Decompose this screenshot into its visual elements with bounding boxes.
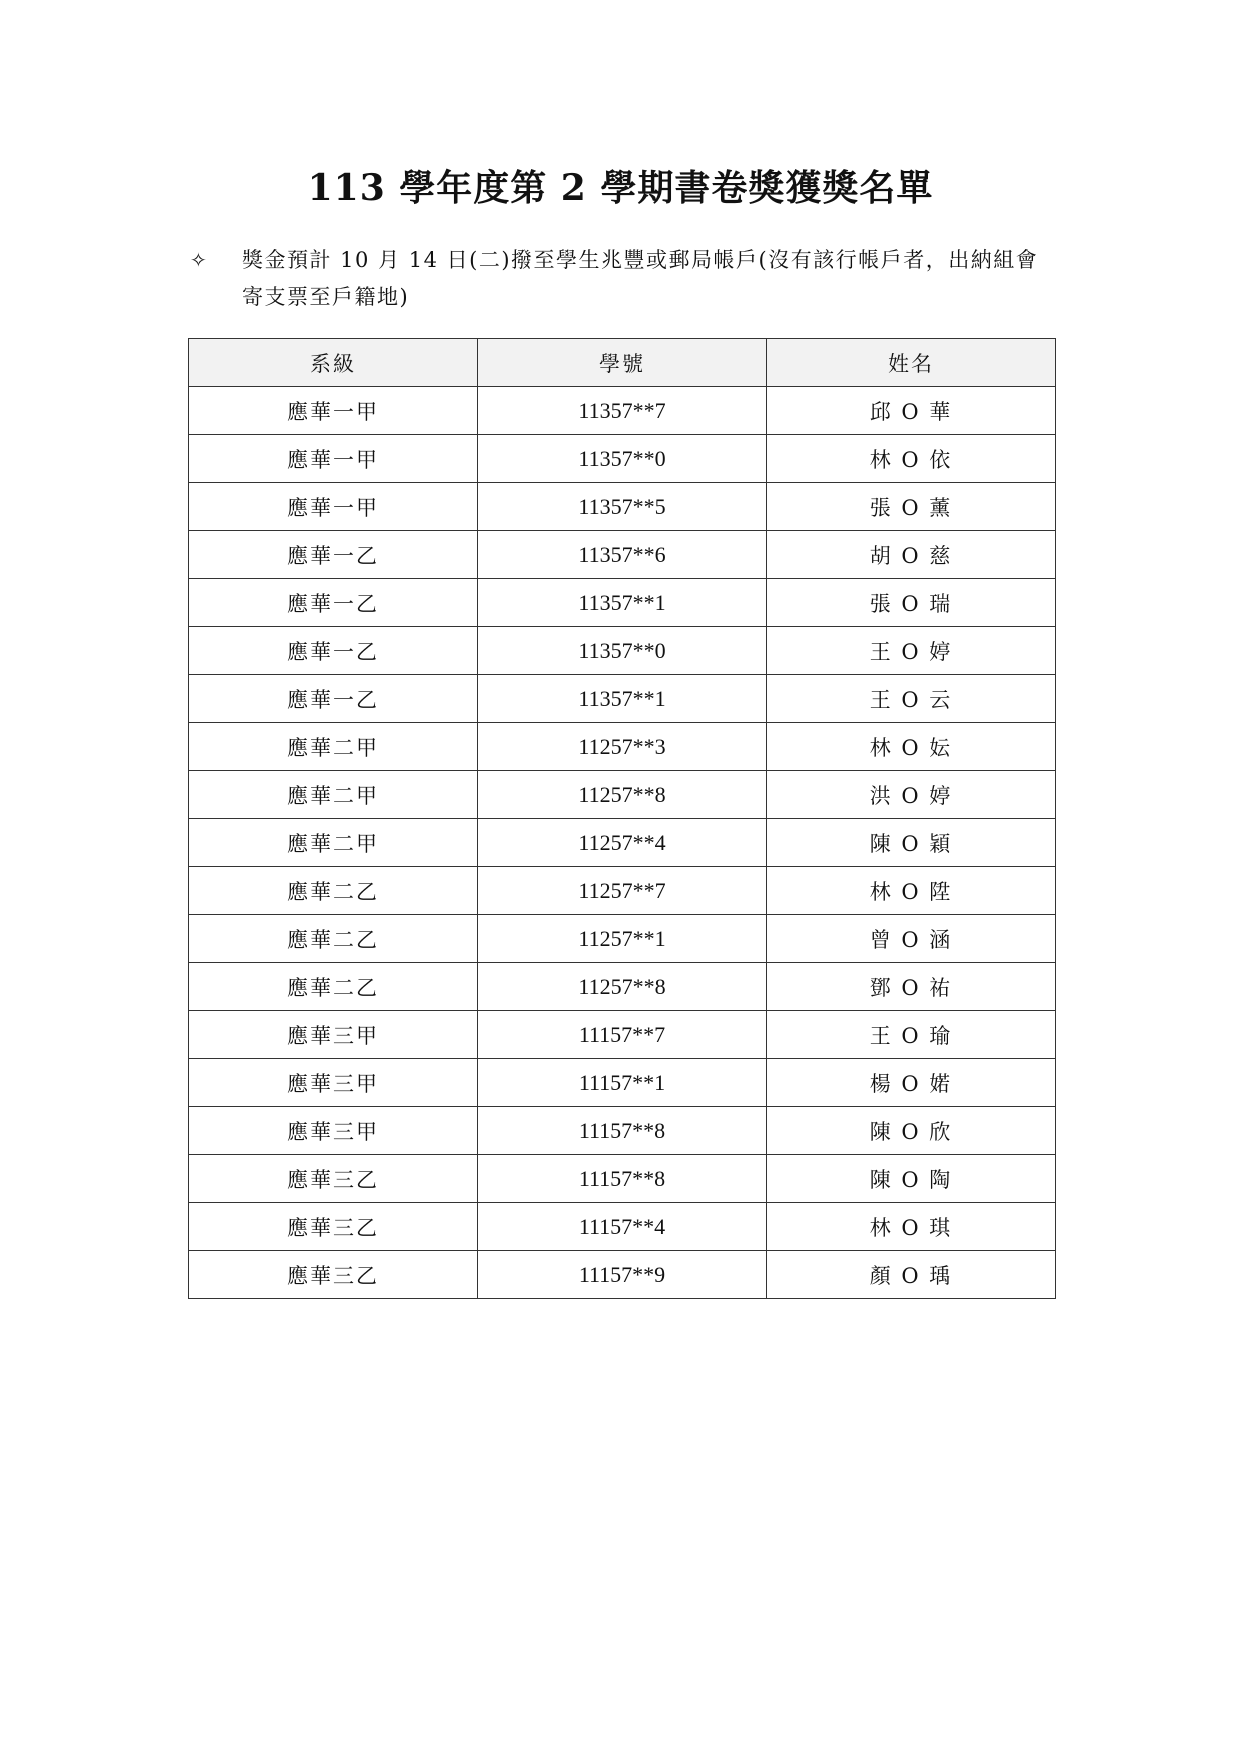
- cell-department: 應華一甲: [189, 483, 478, 531]
- payment-note-text: 獎金預計 10 月 14 日(二)撥至學生兆豐或郵局帳戶(沒有該行帳戶者，出納組會寄支票至戶籍地): [242, 248, 1039, 309]
- table-row: [189, 483, 1056, 531]
- table-row: [189, 1251, 1056, 1299]
- table-row: [189, 435, 1056, 483]
- cell-student-id: 11257**1: [478, 915, 767, 963]
- cell-name: 林 O 陞: [767, 867, 1056, 915]
- cell-name: 王 O 云: [767, 675, 1056, 723]
- cell-department: 應華一乙: [189, 579, 478, 627]
- cell-name: 林 O 琪: [767, 1203, 1056, 1251]
- cell-name: 陳 O 穎: [767, 819, 1056, 867]
- table-row: [189, 579, 1056, 627]
- cell-name: 洪 O 婷: [767, 771, 1056, 819]
- cell-student-id: 11257**7: [478, 867, 767, 915]
- cell-student-id: 11157**1: [478, 1059, 767, 1107]
- cell-name: 林 O 妘: [767, 723, 1056, 771]
- cell-student-id: 11157**7: [478, 1011, 767, 1059]
- cell-student-id: 11257**4: [478, 819, 767, 867]
- table-row: [189, 1203, 1056, 1251]
- cell-student-id: 11257**8: [478, 963, 767, 1011]
- cell-department: 應華三乙: [189, 1251, 478, 1299]
- cell-department: 應華二乙: [189, 963, 478, 1011]
- table-row: [189, 1107, 1056, 1155]
- table-row: [189, 675, 1056, 723]
- cell-student-id: 11357**1: [478, 675, 767, 723]
- cell-name: 陳 O 陶: [767, 1155, 1056, 1203]
- cell-department: 應華一乙: [189, 627, 478, 675]
- cell-student-id: 11257**8: [478, 771, 767, 819]
- cell-student-id: 11157**8: [478, 1155, 767, 1203]
- table-row: [189, 387, 1056, 435]
- award-list-table: [188, 338, 1056, 1299]
- cell-name: 鄧 O 祐: [767, 963, 1056, 1011]
- cell-department: 應華二甲: [189, 819, 478, 867]
- cell-department: 應華二甲: [189, 771, 478, 819]
- cell-name: 曾 O 涵: [767, 915, 1056, 963]
- cell-name: 林 O 依: [767, 435, 1056, 483]
- cell-name: 顏 O 瑀: [767, 1251, 1056, 1299]
- table-row: [189, 915, 1056, 963]
- table-row: [189, 1155, 1056, 1203]
- payment-note: [190, 242, 1060, 316]
- cell-student-id: 11157**9: [478, 1251, 767, 1299]
- cell-student-id: 11357**5: [478, 483, 767, 531]
- cell-department: 應華一甲: [189, 435, 478, 483]
- diamond-bullet-icon: ✧: [190, 248, 207, 272]
- cell-student-id: 11357**1: [478, 579, 767, 627]
- cell-student-id: 11357**0: [478, 435, 767, 483]
- table-row: [189, 1059, 1056, 1107]
- cell-student-id: 11357**7: [478, 387, 767, 435]
- cell-name: 王 O 瑜: [767, 1011, 1056, 1059]
- header-department: 系級: [189, 339, 478, 387]
- cell-student-id: 11157**8: [478, 1107, 767, 1155]
- page-title: 113 學年度第 2 學期書卷獎獲獎名單: [307, 167, 934, 209]
- cell-name: 胡 O 慈: [767, 531, 1056, 579]
- table-row: [189, 627, 1056, 675]
- table-body: [189, 387, 1056, 1299]
- cell-student-id: 11257**3: [478, 723, 767, 771]
- header-student-id: 學號: [478, 339, 767, 387]
- table-row: [189, 963, 1056, 1011]
- cell-department: 應華一乙: [189, 675, 478, 723]
- cell-department: 應華二甲: [189, 723, 478, 771]
- table-row: [189, 1011, 1056, 1059]
- cell-name: 張 O 瑞: [767, 579, 1056, 627]
- cell-student-id: 11157**4: [478, 1203, 767, 1251]
- table-row: [189, 819, 1056, 867]
- cell-name: 邱 O 華: [767, 387, 1056, 435]
- table-row: [189, 531, 1056, 579]
- cell-department: 應華三乙: [189, 1203, 478, 1251]
- cell-department: 應華三乙: [189, 1155, 478, 1203]
- cell-department: 應華一甲: [189, 387, 478, 435]
- cell-department: 應華二乙: [189, 915, 478, 963]
- cell-name: 楊 O 婼: [767, 1059, 1056, 1107]
- table-row: [189, 867, 1056, 915]
- table-header-row: [189, 339, 1056, 387]
- cell-department: 應華三甲: [189, 1059, 478, 1107]
- table-row: [189, 771, 1056, 819]
- cell-name: 王 O 婷: [767, 627, 1056, 675]
- cell-name: 張 O 薰: [767, 483, 1056, 531]
- cell-department: 應華三甲: [189, 1107, 478, 1155]
- cell-department: 應華一乙: [189, 531, 478, 579]
- cell-student-id: 11357**6: [478, 531, 767, 579]
- table-row: [189, 723, 1056, 771]
- cell-name: 陳 O 欣: [767, 1107, 1056, 1155]
- cell-department: 應華三甲: [189, 1011, 478, 1059]
- cell-department: 應華二乙: [189, 867, 478, 915]
- cell-student-id: 11357**0: [478, 627, 767, 675]
- header-name: 姓名: [767, 339, 1056, 387]
